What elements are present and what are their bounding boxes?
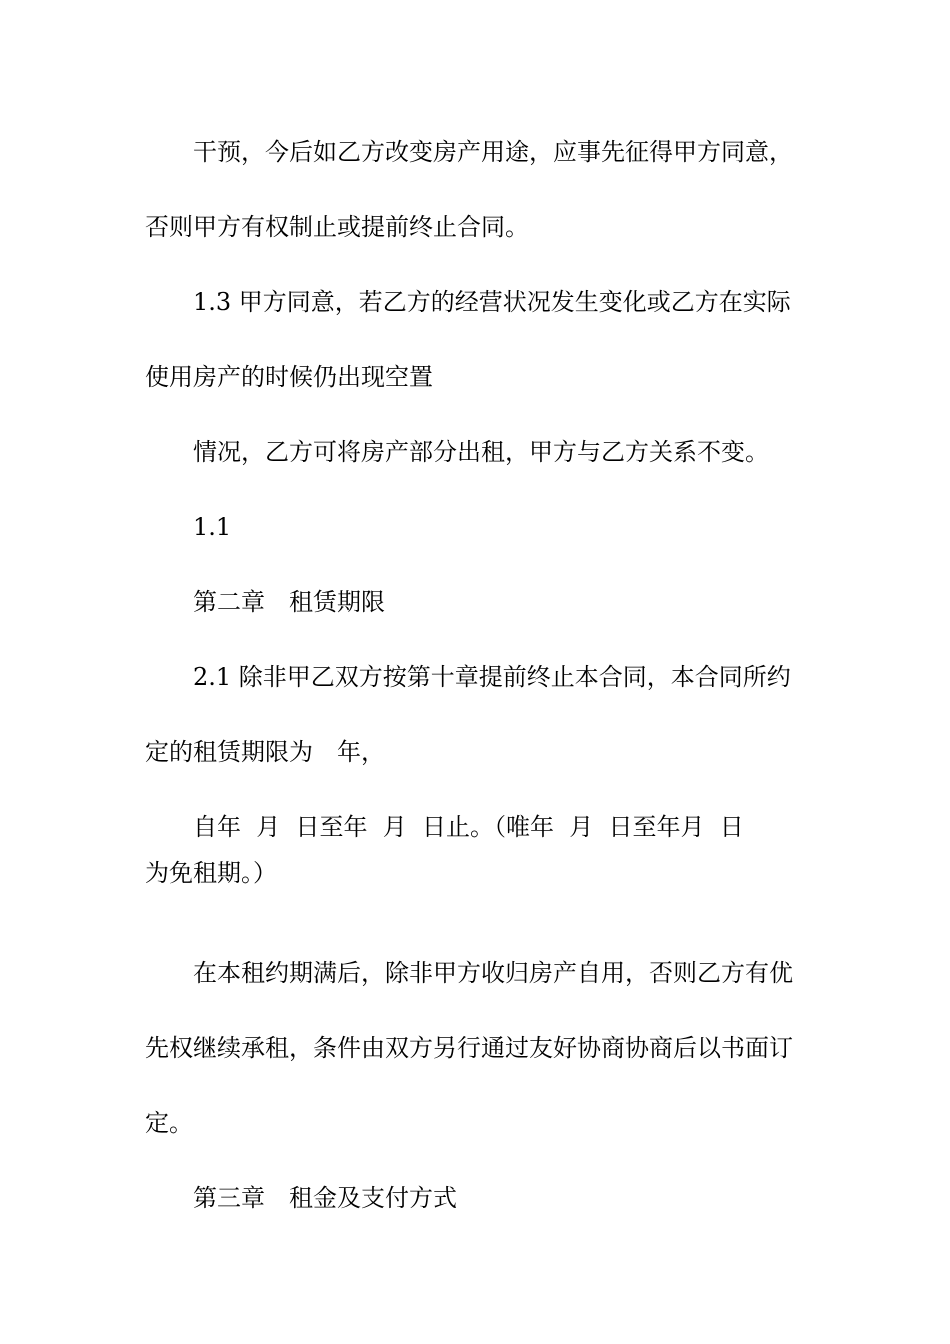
section-number: 1.1 bbox=[193, 513, 232, 541]
paragraph-line: 情况，乙方可将房产部分出租，甲方与乙方关系不变。 bbox=[193, 438, 769, 466]
paragraph-line: 定。 bbox=[145, 1109, 193, 1137]
paragraph-line: 1.3 甲方同意，若乙方的经营状况发生变化或乙方在实际 bbox=[193, 288, 791, 316]
chapter-heading: 第二章 租赁期限 bbox=[193, 588, 385, 616]
paragraph-line: 否则甲方有权制止或提前终止合同。 bbox=[145, 213, 529, 241]
chapter-heading: 第三章 租金及支付方式 bbox=[193, 1184, 457, 1212]
paragraph-line: 先权继续承租，条件由双方另行通过友好协商协商后以书面订 bbox=[145, 1034, 793, 1062]
paragraph-line: 干预，今后如乙方改变房产用途，应事先征得甲方同意， bbox=[193, 138, 793, 166]
paragraph-line: 在本租约期满后，除非甲方收归房产自用，否则乙方有优 bbox=[193, 959, 793, 987]
paragraph-line: 使用房产的时候仍出现空置 bbox=[145, 363, 433, 391]
paragraph-line: 定的租赁期限为 年， bbox=[145, 738, 385, 766]
paragraph-line: 2.1 除非甲乙双方按第十章提前终止本合同，本合同所约 bbox=[193, 663, 791, 691]
paragraph-line: 为免租期。） bbox=[145, 859, 277, 887]
paragraph-line: 自年 月 日至年 月 日止。（唯年 月 日至年月 日 bbox=[193, 813, 744, 841]
